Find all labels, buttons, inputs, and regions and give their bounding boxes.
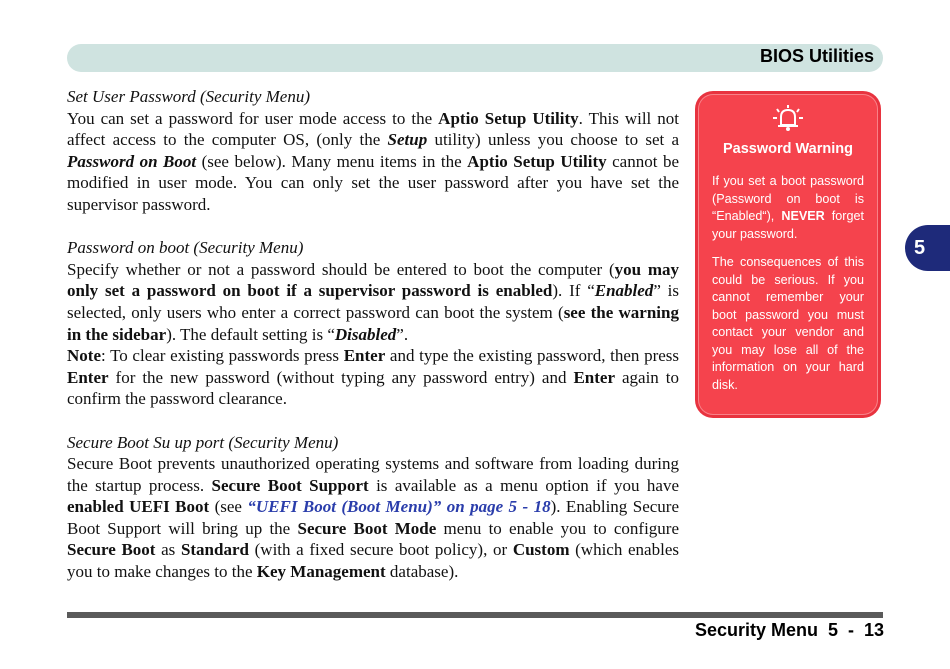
footer-bar	[67, 612, 883, 618]
footer-page-label: Security Menu 5 - 13	[694, 620, 884, 640]
section-title-secure-boot: Secure Boot Su up port (Security Menu)	[67, 432, 339, 452]
warning-paragraph-2: The consequences of this could be serious. If you cannot remember your boot password you must contact your vendor and you may lose all of the information on your hard disk.	[712, 255, 864, 392]
password-warning-title: Password Warning	[723, 141, 853, 157]
warning-bell-icon	[699, 103, 877, 138]
section-title-user-password: Set User Password (Security Menu)	[67, 87, 310, 106]
chapter-tab[interactable]: 5	[905, 225, 950, 271]
password-warning-sidebar	[695, 91, 881, 418]
header-title: BIOS Utilities	[759, 46, 874, 66]
secure-boot-paragraph: Secure Boot prevents unauthorized operating systems and software from loading during the startup process. Secure Boot Support is available as a menu option if you have enabled UEFI Boot (see “UEFI Boot (Boot Menu)” on page 5 - 18). Enabling Secure Boot Support will bring up the Secure Boot Mode menu to enable you to configure Secure Boot as Standard (with a fixed secure boot policy), or Custom (which enables you to make changes to the Key Management database).	[67, 454, 679, 582]
password-on-boot-paragraph: Specify whether or not a password should be entered to boot the computer (you may only set a password on boot if a supervisor password is enabled). If “Enabled” is selected, only users who enter a correct password can boot the system (see the warning in the sidebar). The default setting is “Disabled”.	[67, 259, 679, 344]
uefi-boot-link[interactable]: “UEFI Boot (Boot Menu)” on page 5 - 18	[247, 497, 551, 517]
user-password-paragraph: You can set a password for user mode access to the Aptio Setup Utility. This will not affect access to the computer OS, (only the Setup utility) unless you choose to set a Password on Boot (see below). Many menu items in the Aptio Setup Utility cannot be modified in user mode. You can only set the user password after you have set the supervisor password.	[67, 108, 679, 214]
section-title-password-on-boot: Password on boot (Security Menu)	[67, 238, 304, 258]
main-content	[67, 86, 679, 583]
password-warning-body	[712, 173, 864, 405]
note-paragraph: Note: To clear existing passwords press Enter and type the existing password, then press Enter for the new password (without typing any password entry) and Enter again to confirm the password clearance.	[67, 346, 680, 409]
warning-paragraph-1: If you set a boot password (Password on boot is “Enabled“), NEVER forget your password.	[712, 174, 864, 241]
